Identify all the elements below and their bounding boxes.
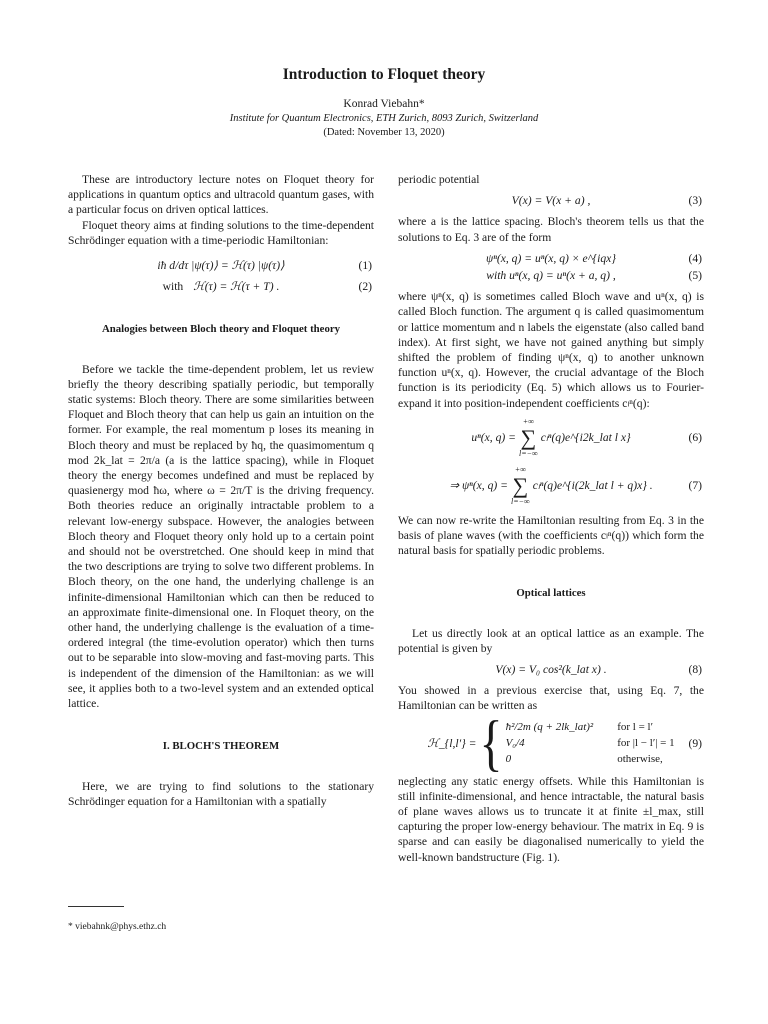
right-column xyxy=(398,172,704,865)
equation-7-number: (7) xyxy=(688,479,702,493)
equation-8-number: (8) xyxy=(688,663,702,677)
sum-lower-limit: l=−∞ xyxy=(518,448,538,458)
equation-5-number: (5) xyxy=(688,269,702,283)
left-brace-icon: { xyxy=(479,708,503,778)
equation-6-rhs: cₗⁿ(q)e^{i2k_lat l x} xyxy=(540,431,631,445)
equation-5 xyxy=(398,268,704,283)
equation-7-rhs: cₗⁿ(q)e^{i(2k_lat l + q)x} . xyxy=(532,479,653,493)
equation-8 xyxy=(398,662,704,677)
equation-4-number: (4) xyxy=(688,251,702,265)
date-line: (Dated: November 13, 2020) xyxy=(323,127,445,138)
case-condition: for |l − l′| = 1 xyxy=(617,737,675,750)
sum-symbol: +∞ ∑ l=−∞ xyxy=(518,416,538,458)
after-eq5-text: where ψⁿ(x, q) is sometimes called Bloch wave and uⁿ(x, q) is called Bloch function. The argument q is called quasimomentum or lattice momentum and n labels the eigenstate (also called band index). At first sight, we have not gained anything but simply shifted the problem of finding ψⁿ(x, q) to another unknown function uⁿ(x, q). However, the crucial advantage of the Bloch function is its periodicity (Eq. 5) which allows us to Fourier-expand it into position-independent coefficients cₗⁿ(q): xyxy=(398,290,704,410)
case-expr: 0 xyxy=(505,753,512,766)
left-column xyxy=(68,172,374,809)
equation-1 xyxy=(68,258,374,273)
equation-3 xyxy=(398,193,704,208)
after-eq9-text: neglecting any static energy offsets. While this Hamiltonian is still infinite-dimensional, and hence intractable, the natural basis of plane waves allows us to truncate it at finite ±l_max, still capturing the proper low-energy behaviour. The matrix in Eq. 9 is sparse and can easily be diagonalised numerically to yield the well-known bandstructure (Fig. 1). xyxy=(398,774,704,864)
sum-symbol: +∞ ∑ l=−∞ xyxy=(510,464,530,506)
case-expr: V₀/4 xyxy=(505,737,525,750)
after-eq7-text: We can now re-write the Hamiltonian resulting from Eq. 3 in the basis of plane waves (with the coefficients cₗⁿ(q)) which form the natural basis for spatially periodic problems. xyxy=(398,513,704,558)
sum-lower-limit: l=−∞ xyxy=(510,496,530,506)
equation-7-lhs: ⇒ ψⁿ(x, q) = xyxy=(449,479,508,493)
equation-7 xyxy=(398,465,704,507)
equation-1-number: (1) xyxy=(358,259,372,273)
equation-9-cases xyxy=(477,708,675,778)
affiliation: Institute for Quantum Electronics, ETH Zurich, 8093 Zurich, Switzerland xyxy=(229,113,539,124)
optical-paragraph: Let us directly look at an optical lattice as an example. The potential is given by xyxy=(398,626,704,655)
equation-5-expr: with uⁿ(x, q) = uⁿ(x + a, q) , xyxy=(486,269,616,283)
periodic-potential-text: periodic potential xyxy=(398,173,480,186)
intro-paragraph-1: These are introductory lecture notes on Floquet theory for applications in quantum optics and ultracold quantum gases, with a particular focus on driven optical lattices. xyxy=(68,173,374,217)
sum-upper-limit: +∞ xyxy=(522,416,534,426)
equation-1-expr: iħ d/dτ |ψ(τ)⟩ = ℋ(τ) |ψ(τ)⟩ xyxy=(157,259,285,273)
equation-2-number: (2) xyxy=(358,280,372,294)
equation-6 xyxy=(398,417,704,459)
bloch-paragraph: Here, we are trying to find solutions to the stationary Schrödinger equation for a Hamiltonian with a spatially xyxy=(68,779,374,808)
equation-2-expr: ℋ(τ) = ℋ(τ + T) . xyxy=(193,280,280,294)
author: Konrad Viebahn* xyxy=(343,98,425,110)
section-heading-bloch: I. BLOCH'S THEOREM xyxy=(162,740,280,753)
case-expr: ħ²/2m (q + 2lk_lat)² xyxy=(505,720,594,733)
case-condition: for l = l′ xyxy=(617,720,654,733)
section-heading-analogies: Analogies between Bloch theory and Floquet theory xyxy=(101,323,341,336)
equation-3-expr: V(x) = V(x + a) , xyxy=(511,194,591,208)
case-condition: otherwise, xyxy=(617,753,663,766)
intro-paragraph-2: Floquet theory aims at finding solutions to the time-dependent Schrödinger equation with a time-periodic Hamiltonian: xyxy=(68,218,374,247)
equation-9-number: (9) xyxy=(688,737,702,751)
equation-8-expr: V(x) = V₀ cos²(k_lat x) . xyxy=(495,663,607,677)
equation-2-prefix: with xyxy=(162,280,184,294)
equation-6-number: (6) xyxy=(688,431,702,445)
equation-2 xyxy=(68,279,374,294)
equation-9-lhs: ℋ_{l,l′} = xyxy=(427,737,477,751)
footnote-rule xyxy=(68,906,124,907)
equation-9 xyxy=(398,708,704,778)
equation-9-case-table xyxy=(506,720,675,768)
equation-4 xyxy=(398,251,704,266)
section-heading-optical-lattices: Optical lattices xyxy=(516,587,586,600)
equation-4-expr: ψⁿ(x, q) = uⁿ(x, q) × e^{iqx} xyxy=(486,251,616,265)
sum-upper-limit: +∞ xyxy=(514,464,526,474)
equation-3-number: (3) xyxy=(688,194,702,208)
after-eq8-text: You showed in a previous exercise that, using Eq. 7, the Hamiltonian can be written as xyxy=(398,684,704,713)
analogies-paragraph: Before we tackle the time-dependent problem, let us review briefly the theory describing spatially periodic, but temporally static systems: Bloch theory. There are some similarities between Floquet and Bloch theory that can help us gain an intuition on the former. For example, the real momentum p loses its meaning in Bloch theory and must be replaced by ħq, the quasimomentum q mod 2k_lat = 2π/a (a is the lattice spacing), while in Floquet theory the energy becomes undefined and must be replaced by quasienergy mod ħω, where ω = 2π/T is the driving frequency. Both theories reduce an originally intractable problem to a relevant low-energy subspace. However, the analogies between Bloch theory and Floquet theory only hold up to a certain point and should not be overstretched. One should keep in mind that the two descriptions are trying to solve two different problems. In Bloch theory, on the one hand, the underlying challenge is an infinite-dimensional Hamiltonian which can then be reduced to an approximate finite-dimensional one. In Floquet theory, on the other hand, the underlying challenge is the evaluation of a time-ordered integral (the time-evolution operator) which then turns out to be separable into slow-moving and fast-moving parts. This is independent of the dimension of the Hamiltonian: as we will see, it applies both to a two-level system and an extended optical lattice. xyxy=(68,362,374,711)
after-eq3-text: where a is the lattice spacing. Bloch's theorem tells us that the solutions to Eq. 3 are of the form xyxy=(398,215,704,244)
equation-6-lhs: uⁿ(x, q) = xyxy=(471,431,516,445)
paper-title: Introduction to Floquet theory xyxy=(282,66,486,83)
footnote-email: * viebahnk@phys.ethz.ch xyxy=(68,922,167,932)
